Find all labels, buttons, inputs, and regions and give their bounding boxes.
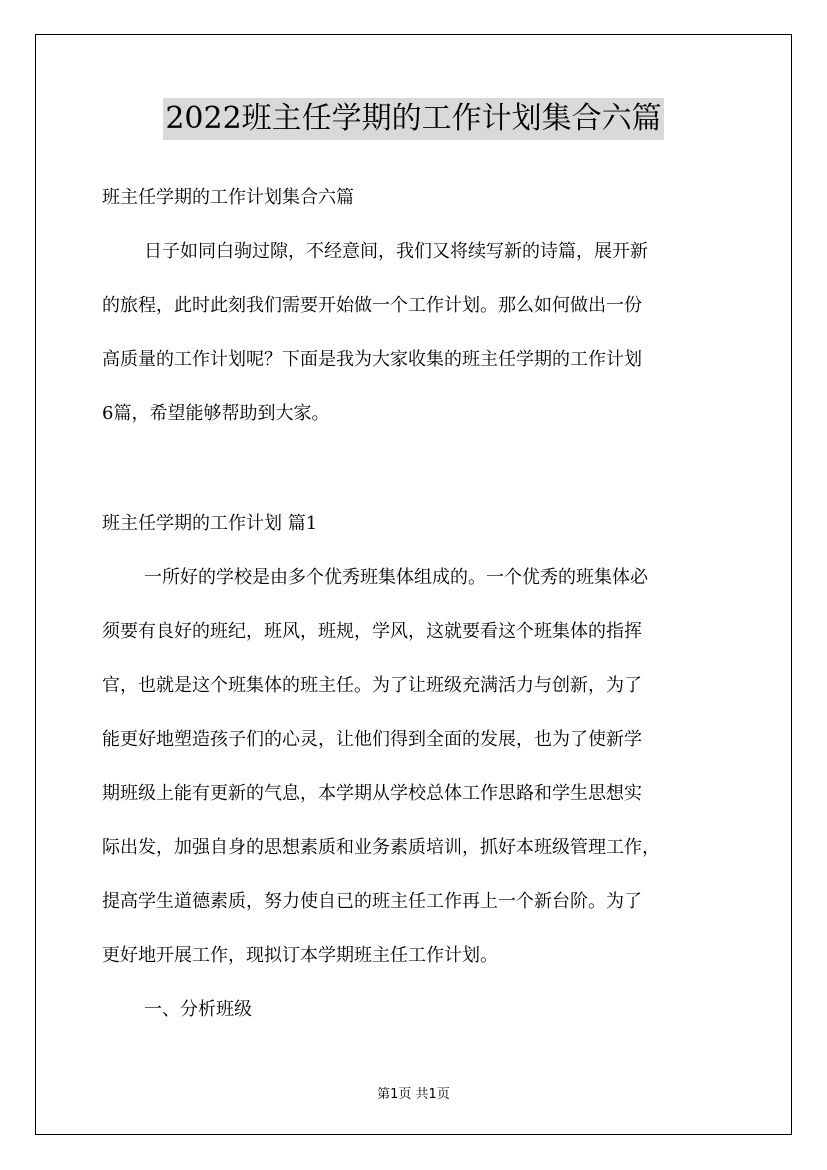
subheading: 一、分析班级: [144, 999, 252, 1020]
document-subtitle: 班主任学期的工作计划集合六篇: [102, 187, 354, 208]
section-line: 官，也就是这个班集体的班主任。为了让班级充满活力与创新，为了: [102, 675, 642, 696]
section-line: 能更好地塑造孩子们的心灵，让他们得到全面的发展，也为了使新学: [102, 729, 642, 750]
intro-line: 6篇，希望能够帮助到大家。: [102, 403, 330, 424]
section-heading: 班主任学期的工作计划 篇1: [102, 513, 318, 534]
page-number: 第1页 共1页: [377, 1087, 450, 1102]
section-line: 际出发，加强自身的思想素质和业务素质培训，抓好本班级管理工作，: [102, 837, 660, 858]
page-footer: [0, 1083, 827, 1102]
section-line: 一所好的学校是由多个优秀班集体组成的。一个优秀的班集体必: [144, 567, 648, 588]
section-line: 期班级上能有更新的气息，本学期从学校总体工作思路和学生思想实: [102, 783, 642, 804]
title-container: [0, 98, 827, 140]
section-line: 须要有良好的班纪，班风，班规，学风，这就要看这个班集体的指挥: [102, 621, 642, 642]
intro-line: 的旅程，此时此刻我们需要开始做一个工作计划。那么如何做出一份: [102, 295, 642, 316]
document-title: 2022班主任学期的工作计划集合六篇: [163, 98, 663, 140]
intro-line: 日子如同白驹过隙，不经意间，我们又将续写新的诗篇，展开新: [144, 241, 648, 262]
intro-line: 高质量的工作计划呢？下面是我为大家收集的班主任学期的工作计划: [102, 349, 642, 370]
section-line: 更好地开展工作，现拟订本学期班主任工作计划。: [102, 945, 498, 966]
section-line: 提高学生道德素质，努力使自已的班主任工作再上一个新台阶。为了: [102, 891, 642, 912]
